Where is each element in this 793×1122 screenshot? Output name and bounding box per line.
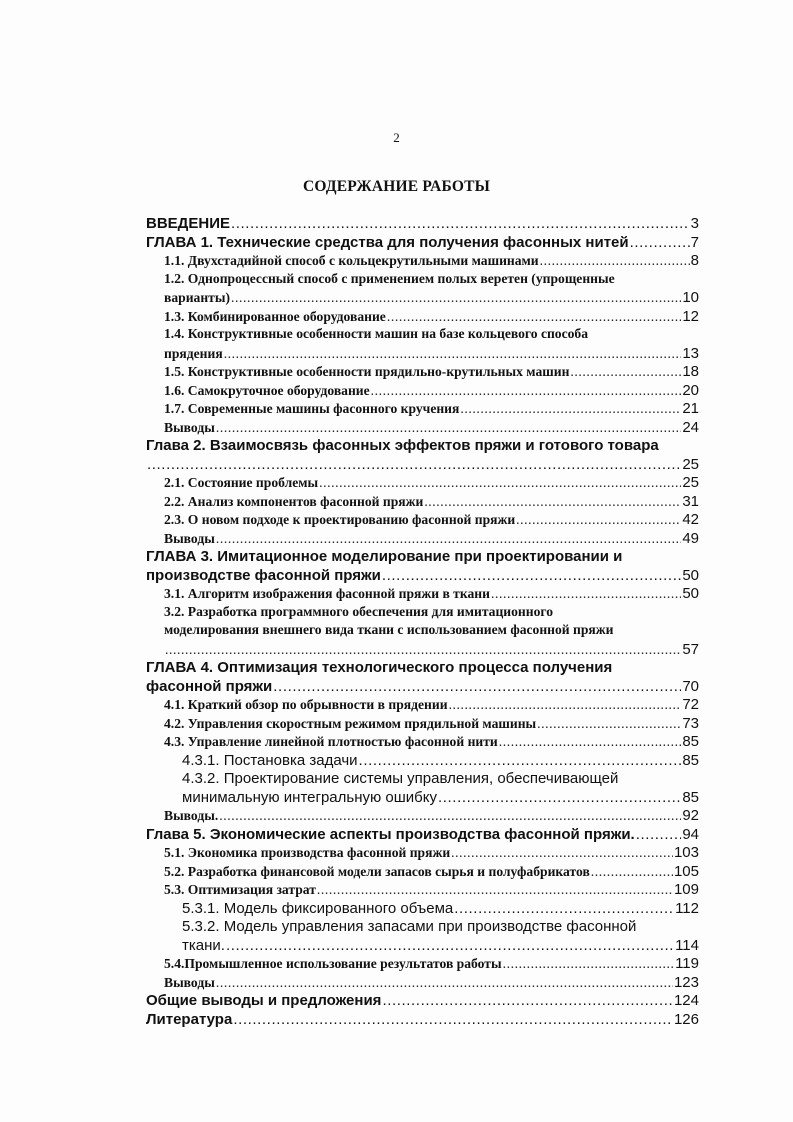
toc-entry-title: 5.3.1. Модель фиксированного объема — [182, 899, 454, 917]
dot-leader — [499, 734, 682, 750]
toc-entry-title: 4.2. Управления скоростным режимом прядильной машины — [164, 715, 537, 731]
toc-entry-title: минимальную интегральную ошибку — [182, 788, 437, 806]
toc-entry-title: Литература — [146, 1010, 233, 1028]
dot-leader — [216, 975, 673, 991]
dot-leader — [570, 364, 681, 380]
dot-leader — [231, 290, 681, 306]
toc-page-number: 85 — [682, 788, 699, 806]
toc-entry[interactable] — [146, 918, 699, 955]
dot-leader — [382, 567, 681, 584]
toc-entry-title: 1.6. Самокруточное оборудование — [164, 382, 370, 398]
toc-page-number: 24 — [682, 418, 699, 436]
dot-leader — [233, 1011, 673, 1028]
toc-page-number: 7 — [690, 233, 699, 251]
toc-page-number: 42 — [682, 511, 699, 528]
toc-entry-title: 5.3. Оптимизация затрат — [164, 882, 316, 897]
toc-entry[interactable] — [146, 770, 699, 807]
dot-leader — [216, 531, 681, 547]
toc-entry-title: 1.7. Современные машины фасонного кручения — [164, 401, 460, 416]
toc-page-number: 119 — [675, 955, 699, 972]
toc-entry[interactable] — [146, 696, 699, 715]
dot-leader — [231, 215, 690, 232]
toc-entry[interactable] — [146, 585, 699, 604]
toc-entry-title: 5.2. Разработка финансовой модели запасов сырья и полуфабрикатов — [164, 863, 590, 879]
toc-entry[interactable] — [146, 881, 699, 900]
toc-page-number: 21 — [682, 400, 699, 417]
toc-entry-title: 5.4.Промышленное использование результатов работы — [164, 956, 502, 971]
dot-leader — [540, 253, 690, 269]
dot-leader — [424, 494, 681, 510]
toc-entry[interactable] — [146, 752, 699, 771]
toc-entry-title: 3.1. Алгоритм изображения фасонной пряжи в ткани — [164, 586, 490, 601]
toc-entry[interactable] — [146, 1011, 699, 1030]
toc-entry[interactable] — [146, 326, 699, 363]
dot-leader — [273, 678, 681, 695]
toc-entry-title: 1.3. Комбинированное оборудование — [164, 308, 386, 324]
toc-page-number: 85 — [682, 751, 699, 769]
toc-page-number: 103 — [673, 844, 699, 861]
toc-page-number: 73 — [682, 714, 699, 732]
toc-page-number: 25 — [682, 474, 699, 491]
toc-entry[interactable] — [146, 308, 699, 327]
toc-entry[interactable] — [146, 844, 699, 863]
toc-entry-title: 2.2. Анализ компонентов фасонной пряжи — [164, 493, 424, 509]
page-number: 2 — [393, 130, 400, 145]
toc-entry-title: 5.1. Экономика производства фасонной пряжи — [164, 845, 451, 860]
toc-page-number: 112 — [675, 899, 699, 917]
toc-page-number: 20 — [682, 381, 699, 399]
dot-leader — [371, 383, 682, 399]
dot-leader — [216, 420, 681, 436]
toc-entry[interactable] — [146, 604, 699, 660]
toc-page-number: 124 — [673, 992, 699, 1009]
toc-page-number: 13 — [682, 344, 699, 362]
toc-entry-title: варианты) — [164, 290, 230, 305]
toc-page-number: 123 — [673, 973, 699, 991]
toc-entry[interactable] — [146, 511, 699, 530]
toc-page-number: 92 — [682, 807, 699, 824]
toc-entry-title: 4.3.1. Постановка задачи — [182, 751, 358, 769]
dot-leader — [147, 456, 681, 473]
toc-page-number: 31 — [682, 492, 699, 510]
toc-entry[interactable] — [146, 215, 699, 234]
dot-leader — [449, 697, 682, 713]
toc-entry[interactable] — [146, 419, 699, 438]
toc-entry[interactable] — [146, 437, 699, 474]
dot-leader — [460, 401, 681, 417]
toc-page-number: 3 — [690, 215, 699, 232]
toc-page-number: 12 — [682, 307, 699, 325]
toc-page-number: 57 — [682, 640, 699, 658]
toc-entry[interactable] — [146, 826, 699, 845]
toc-entry-title: прядения — [164, 345, 223, 361]
dot-leader — [438, 789, 681, 806]
toc-entry[interactable] — [146, 955, 699, 974]
dot-leader — [451, 845, 673, 861]
dot-leader — [454, 900, 674, 917]
dot-leader — [503, 956, 675, 972]
toc-page-number: 50 — [682, 566, 699, 584]
toc-entry[interactable] — [146, 863, 699, 882]
toc-entry-title: Выводы — [164, 530, 215, 546]
toc-entry-title: 4.3. Управление линейной плотностью фасонной нити — [164, 734, 498, 749]
toc-page-number: 105 — [673, 862, 699, 880]
dot-leader — [516, 512, 681, 528]
dot-leader — [359, 752, 682, 769]
dot-leader — [224, 346, 682, 362]
toc-page-number: 126 — [673, 1010, 699, 1028]
toc-entry[interactable] — [146, 900, 699, 919]
toc-entry-title: ГЛАВА 4. Оптимизация технологического процесса получения — [146, 659, 613, 676]
dot-leader — [591, 864, 673, 880]
toc-entry[interactable] — [146, 363, 699, 382]
dot-leader — [219, 808, 681, 824]
table-of-contents — [146, 215, 699, 1029]
toc-entry-title: Глава 5. Экономические аспекты производства фасонной пряжи. — [146, 825, 635, 843]
toc-entry-title: 1.5. Конструктивные особенности прядильно-крутильных машин — [164, 364, 570, 379]
toc-title: СОДЕРЖАНИЕ РАБОТЫ — [302, 178, 491, 195]
dot-leader — [636, 826, 682, 843]
toc-page-number: 50 — [682, 585, 699, 602]
dot-leader — [317, 882, 673, 898]
toc-entry-title: Глава 2. Взаимосвязь фасонных эффектов пряжи и готового товара — [146, 437, 659, 454]
toc-entry-title: Общие выводы и предложения — [146, 992, 382, 1009]
toc-entry[interactable] — [146, 234, 699, 253]
toc-entry[interactable] — [146, 807, 699, 826]
toc-entry-title: 1.2. Однопроцессный способ с применением полых веретен (упрощенные — [164, 270, 615, 286]
toc-entry[interactable] — [146, 252, 699, 271]
toc-page-number: 72 — [682, 696, 699, 713]
toc-entry-title: производстве фасонной пряжи — [146, 566, 381, 584]
toc-entry-title: 4.1. Краткий обзор по обрывности в прядении — [164, 697, 448, 712]
toc-entry[interactable] — [146, 715, 699, 734]
toc-entry-title: 2.1. Состояние проблемы — [164, 475, 319, 490]
toc-entry-title: фасонной пряжи — [146, 677, 273, 695]
dot-leader — [226, 937, 674, 954]
toc-entry-title: 1.4. Конструктивные особенности машин на базе кольцевого способа — [164, 326, 589, 341]
toc-entry[interactable] — [146, 493, 699, 512]
toc-page-number: 85 — [682, 733, 699, 750]
toc-entry-title: Выводы — [164, 419, 215, 435]
dot-leader — [387, 309, 681, 325]
dot-leader — [382, 992, 673, 1009]
toc-entry-title: 2.3. О новом подходе к проектированию фасонной пряжи — [164, 512, 516, 527]
toc-entry-title: Выводы — [164, 974, 215, 990]
toc-entry-title: ткани. — [182, 936, 225, 954]
toc-page-number: 70 — [682, 677, 699, 695]
toc-page-number: 94 — [682, 825, 699, 843]
toc-entry[interactable] — [146, 733, 699, 752]
toc-entry-title: 1.1. Двухстадийной способ с кольцекрутильными машинами — [164, 253, 539, 268]
toc-entry-title: ГЛАВА 1. Технические средства для получения фасонных нитей — [146, 233, 629, 251]
toc-page-number: 8 — [690, 252, 699, 269]
dot-leader — [630, 234, 690, 251]
dot-leader — [491, 586, 681, 602]
toc-entry[interactable] — [146, 271, 699, 308]
toc-entry[interactable] — [146, 659, 699, 696]
toc-entry-title: 3.2. Разработка программного обеспечения для имитационного — [164, 603, 554, 619]
dot-leader — [165, 642, 681, 658]
toc-entry-title: 5.3.2. Модель управления запасами при производстве фасонной — [182, 918, 637, 935]
toc-entry-title: моделирования внешнего вида ткани с использованием фасонной пряжи — [164, 622, 614, 637]
toc-entry-title: ГЛАВА 3. Имитационное моделирование при проектировании и — [146, 548, 623, 565]
toc-entry[interactable] — [146, 548, 699, 585]
toc-entry[interactable] — [146, 474, 699, 493]
toc-entry[interactable] — [146, 992, 699, 1011]
toc-page-number: 10 — [682, 289, 699, 306]
toc-page-number: 114 — [675, 936, 699, 954]
toc-page-number: 18 — [682, 363, 699, 380]
toc-entry[interactable] — [146, 530, 699, 549]
toc-entry-title: ВВЕДЕНИЕ — [146, 215, 230, 232]
toc-entry-title: 4.3.2. Проектирование системы управления, обеспечивающей — [182, 770, 619, 787]
toc-page-number: 109 — [673, 881, 699, 898]
toc-entry-title: Выводы. — [164, 808, 219, 823]
dot-leader — [319, 475, 681, 491]
toc-page-number: 25 — [682, 455, 699, 473]
dot-leader — [537, 716, 681, 732]
toc-page-number: 49 — [682, 529, 699, 547]
toc-entry[interactable] — [146, 974, 699, 993]
toc-entry[interactable] — [146, 382, 699, 401]
toc-entry[interactable] — [146, 400, 699, 419]
